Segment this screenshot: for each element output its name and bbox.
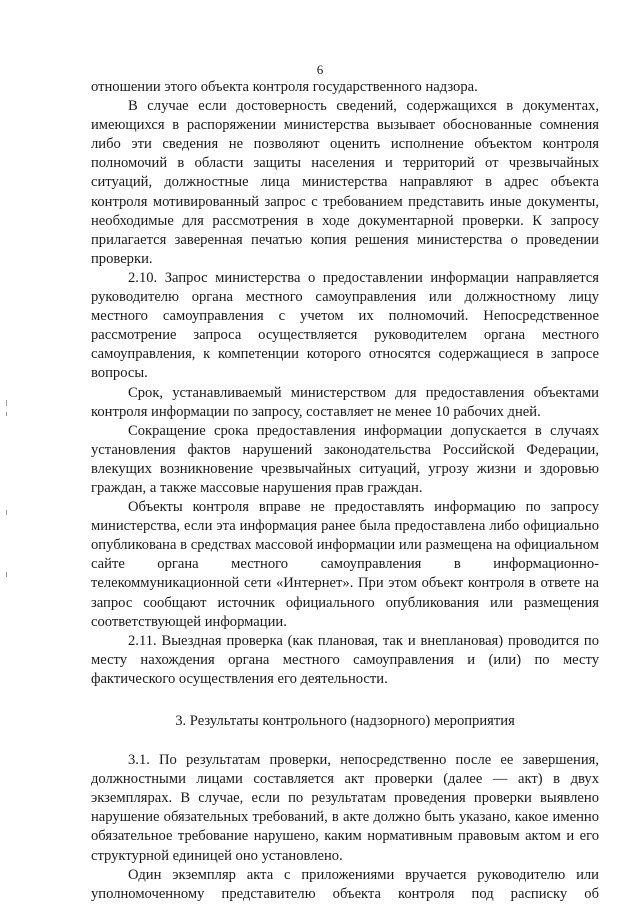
paragraph: Срок, устанавливаемый министерством для предоставления объектами контроля информации по запросу, составляет не менее 10 рабочих дней.	[91, 384, 599, 420]
margin-mark	[6, 510, 7, 515]
page-number: 6	[316, 62, 324, 77]
paragraph: 2.10. Запрос министерства о предоставлении информации направляется руководителю органа местного самоуправления или должностному лицу местного самоуправления с учетом их полномочий. Непосредственное рассмотрение запроса осуществляется руководителем органа местного самоуправления, к компетенции которого относятся содержащиеся в запросе вопросы.	[91, 269, 599, 382]
paragraph: Сокращение срока предоставления информации допускается в случаях установления фактов нарушений законодательства Российской Федерации, влекущих возникновение чрезвычайных ситуаций, угрозу жизни и здоровью граждан, а также массовые нарушения прав граждан.	[91, 422, 599, 496]
document-body	[91, 78, 599, 904]
paragraph: Объекты контроля вправе не предоставлять информацию по запросу министерства, если эта информация ранее была предоставлена либо официально опубликована в средствах массовой информации или размещена на официальном сайте органа местного самоуправления в информационно-телекоммуникационной сети «Интернет». При этом объект контроля в ответе на запрос сообщают источник официального опубликования или размещения соответствующей информации.	[91, 499, 599, 630]
margin-mark	[6, 400, 7, 406]
paragraph: отношении этого объекта контроля государственного надзора.	[91, 79, 478, 95]
margin-mark	[6, 572, 7, 577]
margin-mark	[6, 412, 7, 416]
paragraph: 3.1. По результатам проверки, непосредственно после ее завершения, должностными лицами составляется акт проверки (далее — акт) в двух экземплярах. В случае, если по результатам проведения проверки выявлено нарушение обязательных требований, в акте должно быть указано, какое именно обязательное требование нарушено, каким нормативным правовым актом и его структурной единицей оно установлено.	[91, 752, 599, 864]
paragraph: В случае если достоверность сведений, содержащихся в документах, имеющихся в распоряжении министерства вызывает обоснованные сомнения либо эти сведения не позволяют оценить исполнение объектом контроля полномочий в области защиты населения и территорий от чрезвычайных ситуаций, должностные лица министерства направляют в адрес объекта контроля мотивированный запрос с требованием представить иные документы, необходимые для рассмотрения в ходе документарной проверки. К запросу прилагается заверенная печатью копия решения министерства о проведении проверки.	[91, 98, 599, 267]
paragraph: 2.11. Выездная проверка (как плановая, так и внеплановая) проводится по месту нахождения органа местного самоуправления и (или) по месту фактического осуществления его деятельности.	[91, 632, 599, 687]
paragraph: Один экземпляр акта с приложениями вручается руководителю или уполномоченному представителю объекта контроля под расписку об	[91, 866, 599, 902]
section-heading: 3. Результаты контрольного (надзорного) мероприятия	[175, 713, 515, 729]
